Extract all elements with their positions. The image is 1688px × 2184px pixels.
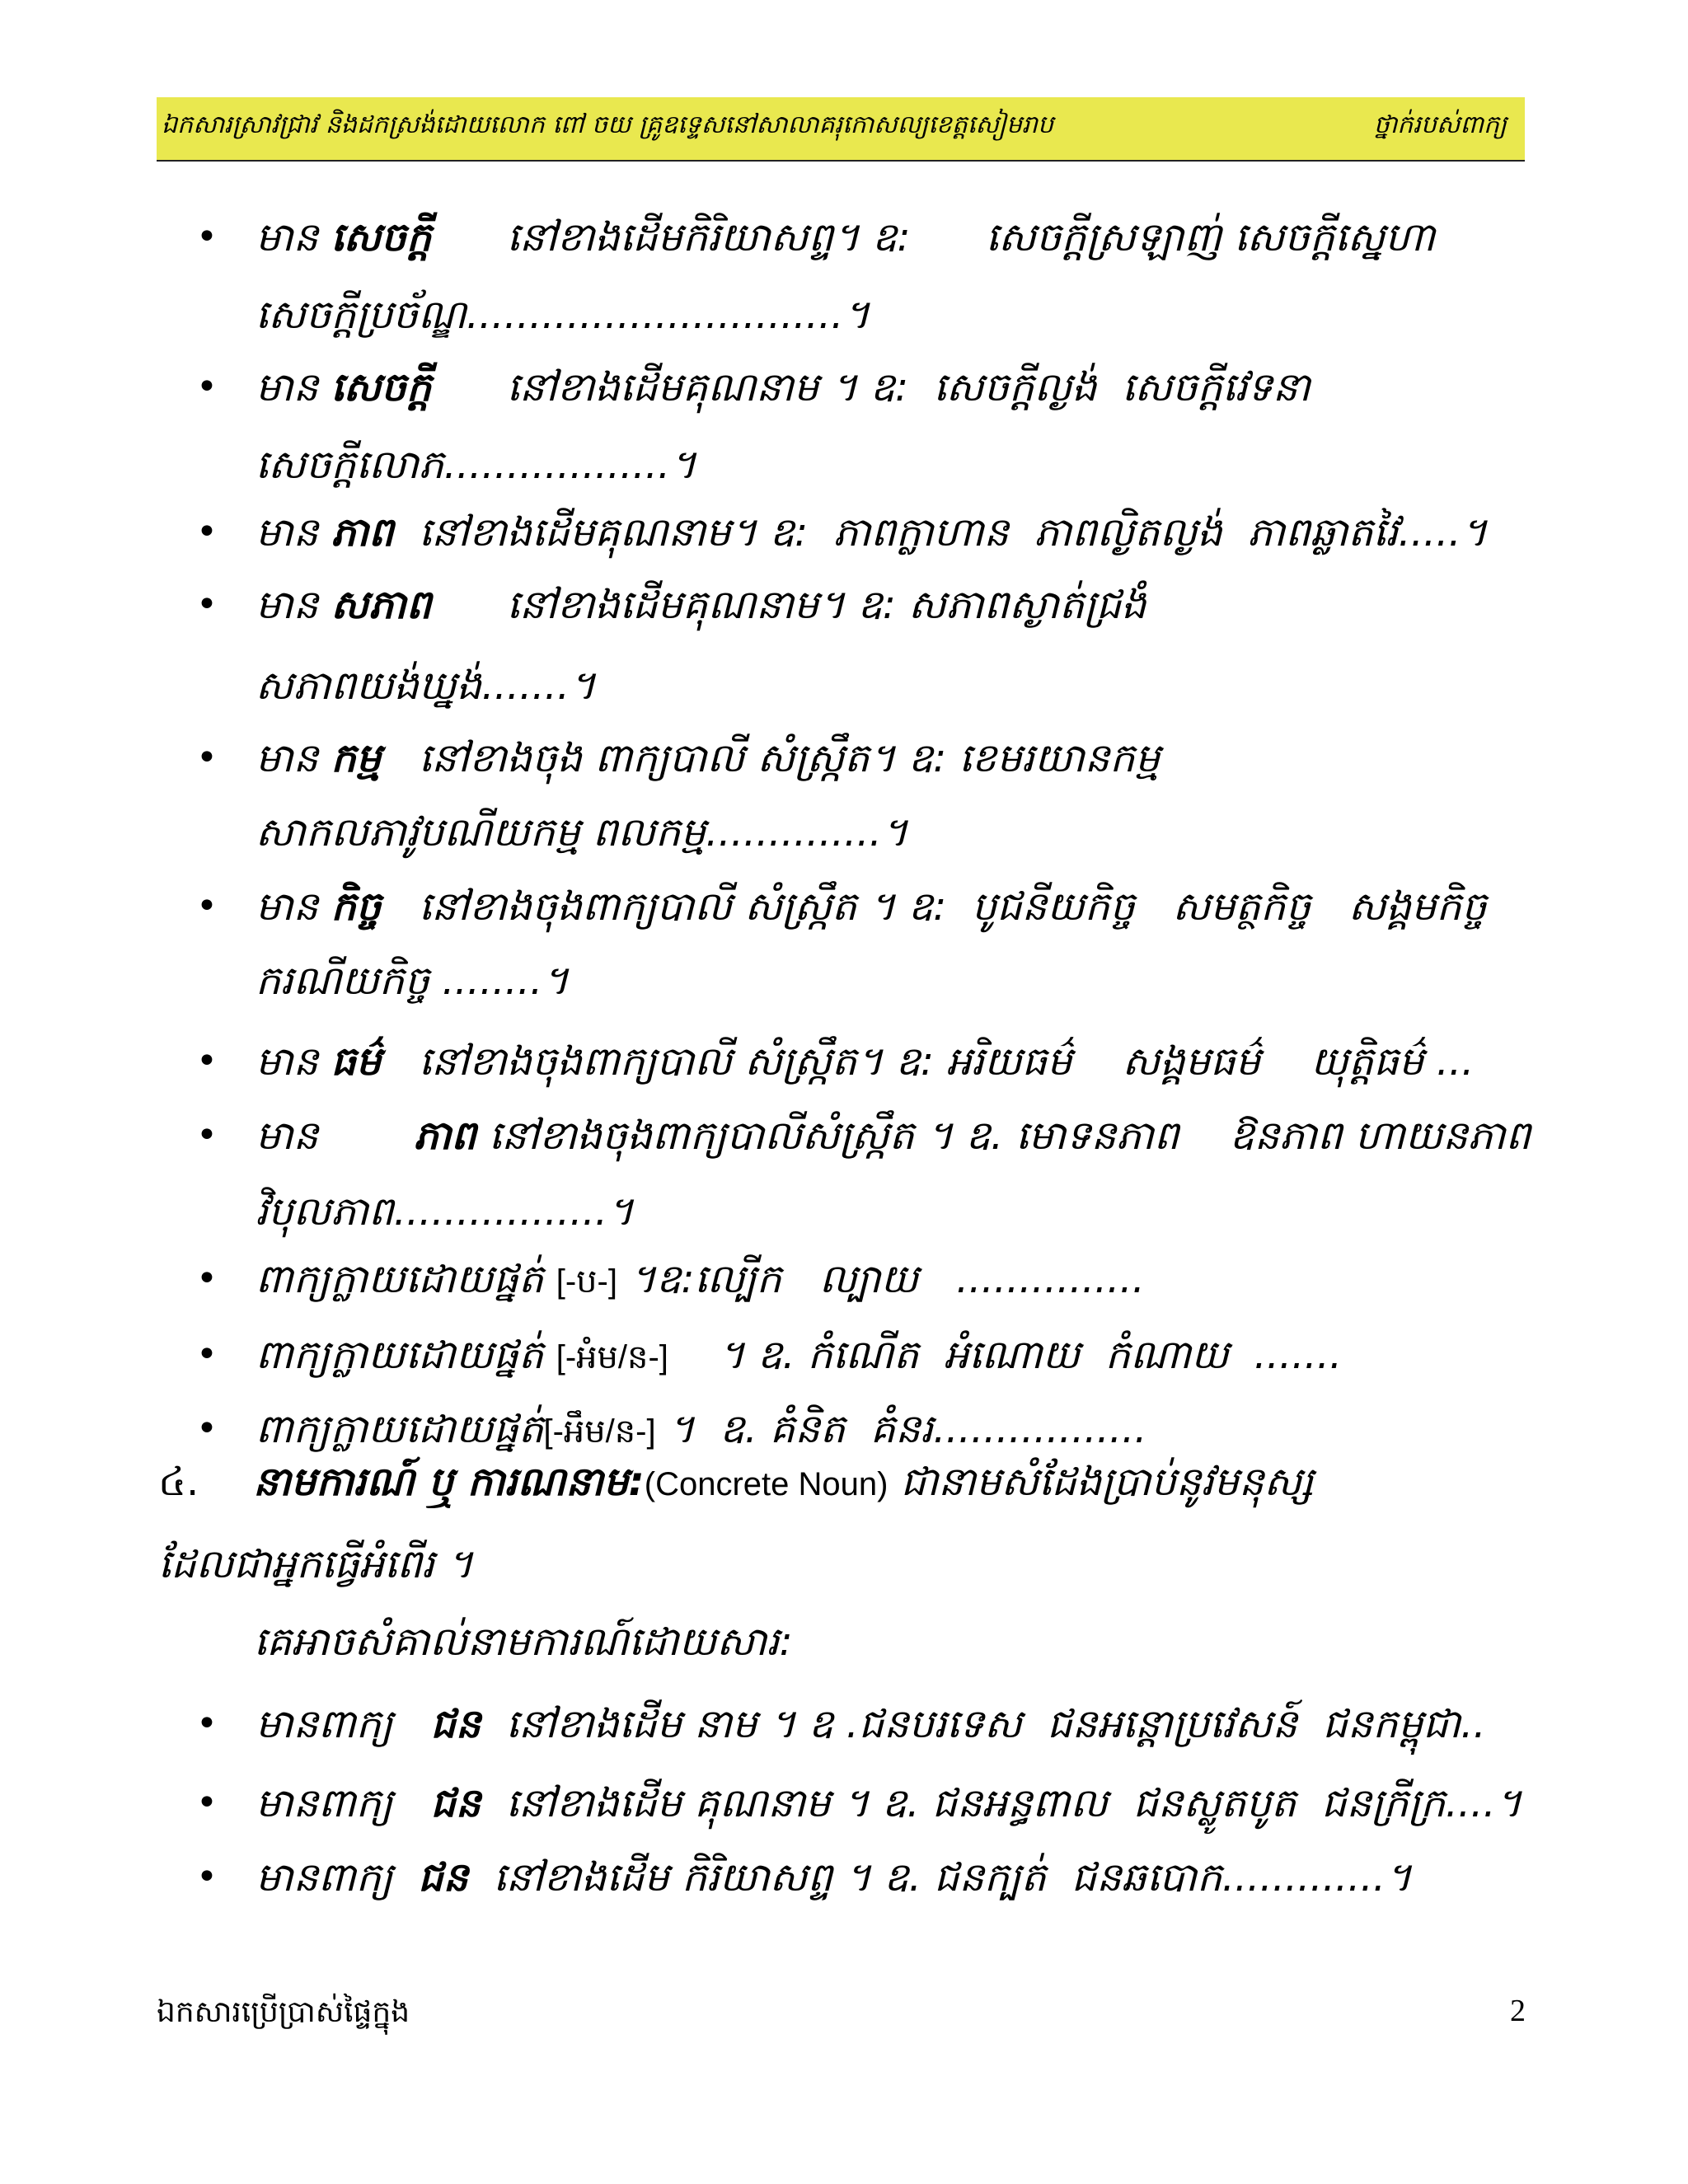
- bullet-icon: •: [196, 511, 218, 553]
- list-item-prefix: មាន: [256, 582, 331, 628]
- header-title: ឯកសារស្រាវជ្រាវ និងដកស្រង់ដោយលោក ពៅ ចយ គ្រូឧទ្ទេសនៅសាលាគរុកោសល្យខេត្តសៀមរាប: [162, 110, 1053, 139]
- list-item-text: ។ ឧ. កំណើត អំណោយ កំណាយ .......: [668, 1332, 1343, 1378]
- list-item-text: នៅខាងដើមកិរិយាសព្ទ។ ឧ: សេចក្តីស្រឡាញ់ សេចក្តីស្នេហា: [431, 214, 1436, 260]
- bullet-icon: •: [196, 885, 218, 927]
- list-item-text: នៅខាងដើមគុណនាម។ ឧ: ភាពក្លាហាន ភាពល្ងិតល្ងង់ ភាពឆ្លាតវៃ.....។: [393, 509, 1488, 555]
- header-topic: ថ្នាក់របស់ពាក្យ: [1373, 110, 1507, 139]
- header-bar: [157, 97, 1525, 162]
- list-item-keyword: ភាព: [331, 509, 394, 555]
- bullet-icon: •: [196, 1333, 218, 1376]
- bullet-icon: •: [196, 1408, 218, 1450]
- list-item-prefix: មាន: [256, 735, 331, 781]
- list-item-text: នៅខាងដើម នាម ។ ឧ .ជនបរទេស ជនអន្តោប្រវេសន៍ ជនកម្ពុជា..: [481, 1701, 1486, 1747]
- bullet-icon: •: [196, 1258, 218, 1300]
- list-item: [256, 363, 1311, 412]
- list-item-keyword: សភាព: [331, 582, 432, 628]
- list-item-keyword: សេចក្តី: [331, 364, 432, 410]
- list-item-affix: [-អំម/ន-]: [556, 1339, 668, 1376]
- list-item-affix: [-ប-]: [556, 1263, 617, 1300]
- bullet-icon: •: [196, 1782, 218, 1824]
- list-item-text: នៅខាងចុងពាក្យបាលីសំស្ក្រឹត ។ ឧ. មោទនភាព ឱនភាព ហាយនភាព: [476, 1113, 1531, 1159]
- section-desc: ជានាមសំដែងប្រាប់នូវមនុស្ស: [888, 1459, 1314, 1505]
- list-item: [256, 1699, 1486, 1749]
- bullet-icon: •: [196, 1703, 218, 1745]
- list-item-text: នៅខាងដើម គុណនាម ។ ឧ. ជនអន្ធពាល ជនស្លូតបូត ជនក្រីក្រ....។: [481, 1780, 1522, 1826]
- list-item-prefix: មានពាក្យ: [256, 1701, 431, 1747]
- page-number: 2: [1510, 1994, 1526, 2028]
- list-item-continuation: សភាពយង់ឃ្នង់.......។: [256, 663, 596, 709]
- list-item-prefix: ពាក្យក្លាយដោយផ្នត់: [256, 1332, 556, 1378]
- list-item-prefix: មាន: [256, 364, 331, 410]
- list-item-affix: [-អឹម/ន-]: [543, 1413, 656, 1450]
- list-item-text: ។ ឧ. គំនិត គំនរ.................: [655, 1406, 1147, 1452]
- bullet-icon: •: [196, 366, 218, 408]
- list-item-prefix: មាន: [256, 1038, 331, 1085]
- list-item-prefix: មាន: [256, 214, 331, 260]
- bullet-icon: •: [196, 1114, 218, 1156]
- list-item-keyword: ភាព: [331, 1113, 476, 1159]
- list-item: [256, 882, 1487, 931]
- list-item-keyword: ជន: [430, 1780, 481, 1826]
- list-item: [256, 1111, 1531, 1160]
- list-item-text: នៅខាងដើមគុណនាម ។ ឧ: សេចក្តីល្ងង់ សេចក្តីវេទនា: [431, 364, 1311, 410]
- list-item-continuation: វិបុលភាព.................។: [256, 1188, 634, 1235]
- list-item-prefix: ពាក្យក្លាយដោយផ្នត់: [256, 1406, 544, 1452]
- bullet-icon: •: [196, 737, 218, 779]
- list-item-text: នៅខាងដើម កិរិយាសព្ទ ។ ឧ. ជនក្បត់ ជនឆបោក.............។: [468, 1854, 1412, 1900]
- section-desc-cont: ដែលជាអ្នកធ្វើអំពើរ ។: [158, 1541, 474, 1587]
- section-title: នាមការណ៍ ឬ ការណនាម:: [253, 1459, 645, 1505]
- list-item: [256, 1330, 1342, 1382]
- list-item-prefix: ពាក្យក្លាយដោយផ្នត់: [256, 1256, 556, 1302]
- bullet-icon: •: [196, 216, 218, 258]
- bullet-icon: •: [196, 583, 218, 626]
- section-number: ៤.: [158, 1459, 199, 1505]
- list-item-text: នៅខាងចុងពាក្យបាលី សំស្ក្រឹត។ ឧ: អរិយធម៌ សង្គមធម៌ យុត្តិធម៌ ...: [381, 1038, 1475, 1085]
- list-item: [256, 733, 1160, 783]
- section-english: (Concrete Noun): [644, 1466, 889, 1502]
- list-item-continuation: ករណីយកិច្ច ........។: [256, 958, 569, 1004]
- section-intro: គេអាចសំគាល់នាមការណ៍ដោយសារ:: [254, 1619, 793, 1665]
- footer-label: ឯកសារប្រើប្រាស់ផ្ទៃក្នុង: [157, 1995, 410, 2029]
- list-item: [256, 1853, 1412, 1902]
- list-item: [256, 1254, 1145, 1306]
- list-item-text: ។ឧ:ល្បើក ល្បាយ ...............: [617, 1256, 1145, 1302]
- list-item: [256, 580, 1146, 630]
- list-item-keyword: កម្ម: [331, 735, 382, 781]
- list-item-keyword: សេចក្តី: [331, 214, 432, 260]
- list-item-keyword: កិច្ច: [331, 883, 382, 930]
- list-item-text: នៅខាងចុង ពាក្យបាលី សំស្ក្រឹត។ ឧ: ខេមរយានកម្ម: [381, 735, 1160, 781]
- list-item-keyword: ជន: [418, 1854, 469, 1900]
- bullet-icon: •: [196, 1856, 218, 1898]
- list-item: [256, 1037, 1474, 1086]
- list-item-prefix: មាន: [256, 1113, 331, 1159]
- list-item-text: នៅខាងចុងពាក្យបាលី សំស្ក្រឹត ។ ឧ: បូជនីយកិច្ច សមត្ថកិច្ច សង្គមកិច្ច: [381, 883, 1487, 930]
- list-item-continuation: សាកលភាវូបណីយកម្ម ពលកម្ម..............។: [256, 809, 908, 855]
- list-item-prefix: មាន: [256, 883, 331, 930]
- list-item: [256, 1404, 1146, 1456]
- bullet-icon: •: [196, 1040, 218, 1082]
- list-item-keyword: ធម៌: [331, 1038, 382, 1085]
- list-item-continuation: សេចក្តីលោភ..................។: [256, 442, 696, 488]
- list-item: [256, 508, 1487, 557]
- list-item: [256, 1779, 1522, 1828]
- list-item-prefix: មានពាក្យ: [256, 1854, 419, 1900]
- list-item-continuation: សេចក្តីប្រច័ណ្ឌ..............................។: [256, 292, 870, 338]
- list-item-keyword: ជន: [430, 1701, 481, 1747]
- list-item-prefix: មានពាក្យ: [256, 1780, 431, 1826]
- list-item-prefix: មាន: [256, 509, 331, 555]
- section-heading: [158, 1457, 1314, 1509]
- list-item: [256, 213, 1435, 262]
- list-item-text: នៅខាងដើមគុណនាម។ ឧ: សភាពស្ងាត់ជ្រងំ: [431, 582, 1146, 628]
